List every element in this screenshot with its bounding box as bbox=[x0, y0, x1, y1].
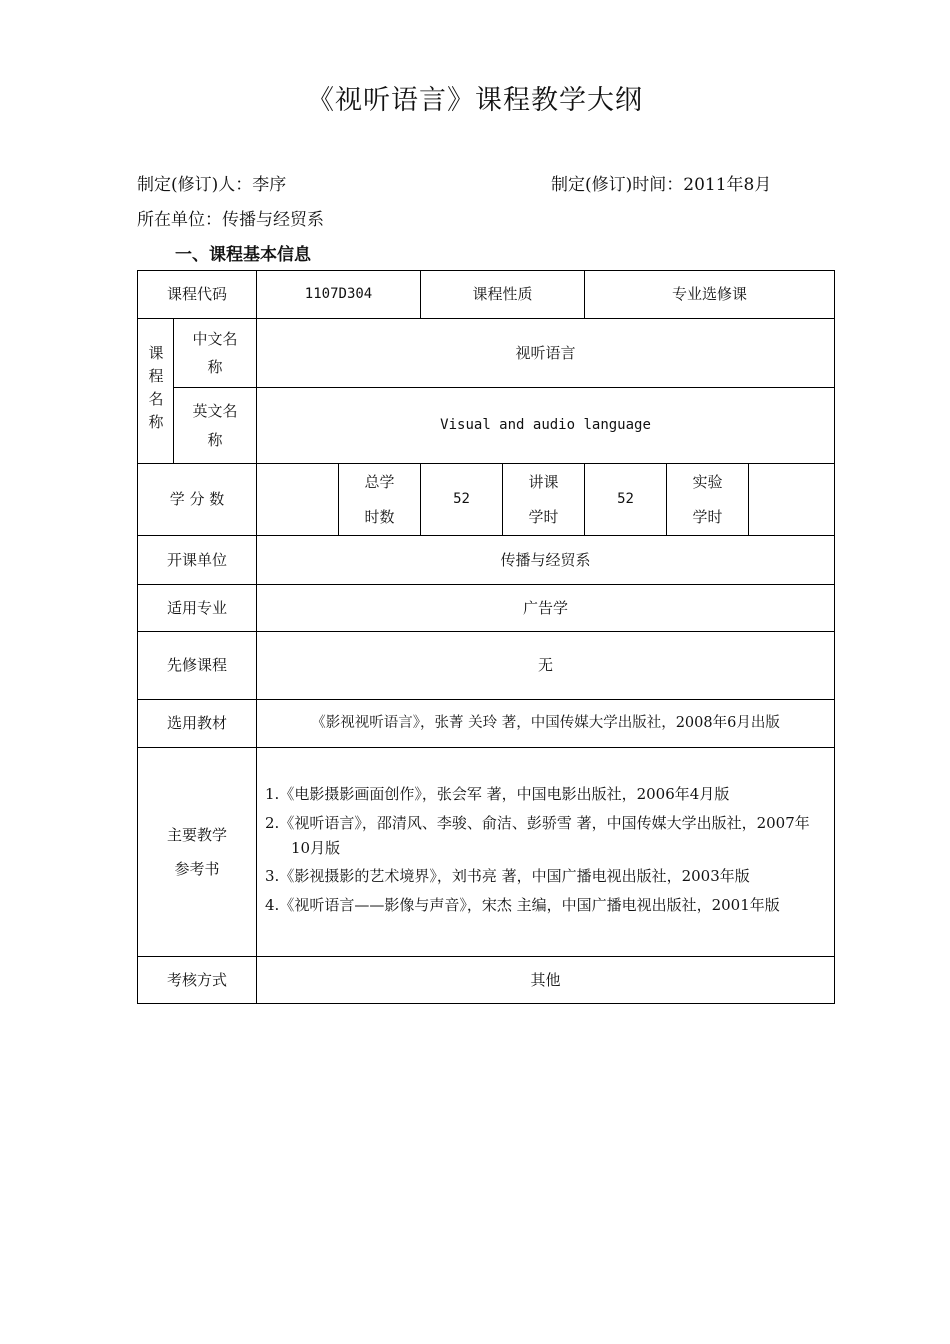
lab-hours-value bbox=[749, 464, 835, 536]
reference-item: 4.《视听语言——影像与声音》，宋杰 主编，中国广播电视出版社，2001年版 bbox=[265, 896, 780, 915]
english-name-label: 英文名称 bbox=[174, 388, 257, 464]
textbook-value: 《影视视听语言》，张菁 关玲 著，中国传媒大学出版社，2008年6月出版 bbox=[257, 700, 835, 748]
credits-label: 学 分 数 bbox=[138, 464, 257, 536]
prereq-label: 先修课程 bbox=[138, 632, 257, 700]
lab-hours-label: 实验学时 bbox=[667, 464, 749, 536]
lecture-hours-label: 讲课学时 bbox=[503, 464, 585, 536]
row-english-name bbox=[138, 388, 835, 464]
row-textbook bbox=[138, 700, 835, 748]
assessment-label: 考核方式 bbox=[138, 957, 257, 1004]
course-name-label: 课程名称 bbox=[138, 319, 174, 464]
course-info-table bbox=[137, 270, 835, 1004]
chinese-name-label: 中文名称 bbox=[174, 319, 257, 388]
lecture-hours-value: 52 bbox=[585, 464, 667, 536]
major-label: 适用专业 bbox=[138, 585, 257, 632]
credits-value bbox=[257, 464, 339, 536]
prereq-value: 无 bbox=[257, 632, 835, 700]
references-label: 主要教学参考书 bbox=[138, 748, 257, 957]
row-credits bbox=[138, 464, 835, 536]
row-assessment bbox=[138, 957, 835, 1004]
references-list bbox=[257, 748, 835, 957]
course-nature-value: 专业选修课 bbox=[585, 271, 835, 319]
offering-unit-label: 开课单位 bbox=[138, 536, 257, 585]
assessment-value: 其他 bbox=[257, 957, 835, 1004]
row-offering-unit bbox=[138, 536, 835, 585]
date-line: 制定(修订)时间：2011年8月 bbox=[551, 175, 772, 195]
total-hours-value: 52 bbox=[421, 464, 503, 536]
textbook-label: 选用教材 bbox=[138, 700, 257, 748]
reference-item: 3.《影视摄影的艺术境界》，刘书亮 著，中国广播电视出版社，2003年版 bbox=[265, 867, 750, 886]
reference-item: 2.《视听语言》，邵清风、李骏、俞洁、彭骄雪 著，中国传媒大学出版社，2007年10月版 bbox=[265, 813, 810, 857]
total-hours-label: 总学时数 bbox=[339, 464, 421, 536]
document-title: 《视听语言》课程教学大纲 bbox=[307, 85, 643, 116]
row-course-code bbox=[138, 271, 835, 319]
reference-item: 1.《电影摄影画面创作》，张会军 著，中国电影出版社，2006年4月版 bbox=[265, 785, 730, 804]
row-chinese-name bbox=[138, 319, 835, 388]
chinese-name-value: 视听语言 bbox=[257, 319, 835, 388]
row-references bbox=[138, 748, 835, 957]
english-name-value: Visual and audio language bbox=[257, 388, 835, 464]
course-code-label: 课程代码 bbox=[138, 271, 257, 319]
major-value: 广告学 bbox=[257, 585, 835, 632]
section-title: 一、课程基本信息 bbox=[175, 245, 311, 265]
offering-unit-value: 传播与经贸系 bbox=[257, 536, 835, 585]
unit-line: 所在单位：传播与经贸系 bbox=[137, 210, 324, 230]
author-line: 制定(修订)人：李序 bbox=[137, 175, 287, 195]
row-prereq bbox=[138, 632, 835, 700]
row-major bbox=[138, 585, 835, 632]
course-code-value: 1107D304 bbox=[257, 271, 421, 319]
course-nature-label: 课程性质 bbox=[421, 271, 585, 319]
